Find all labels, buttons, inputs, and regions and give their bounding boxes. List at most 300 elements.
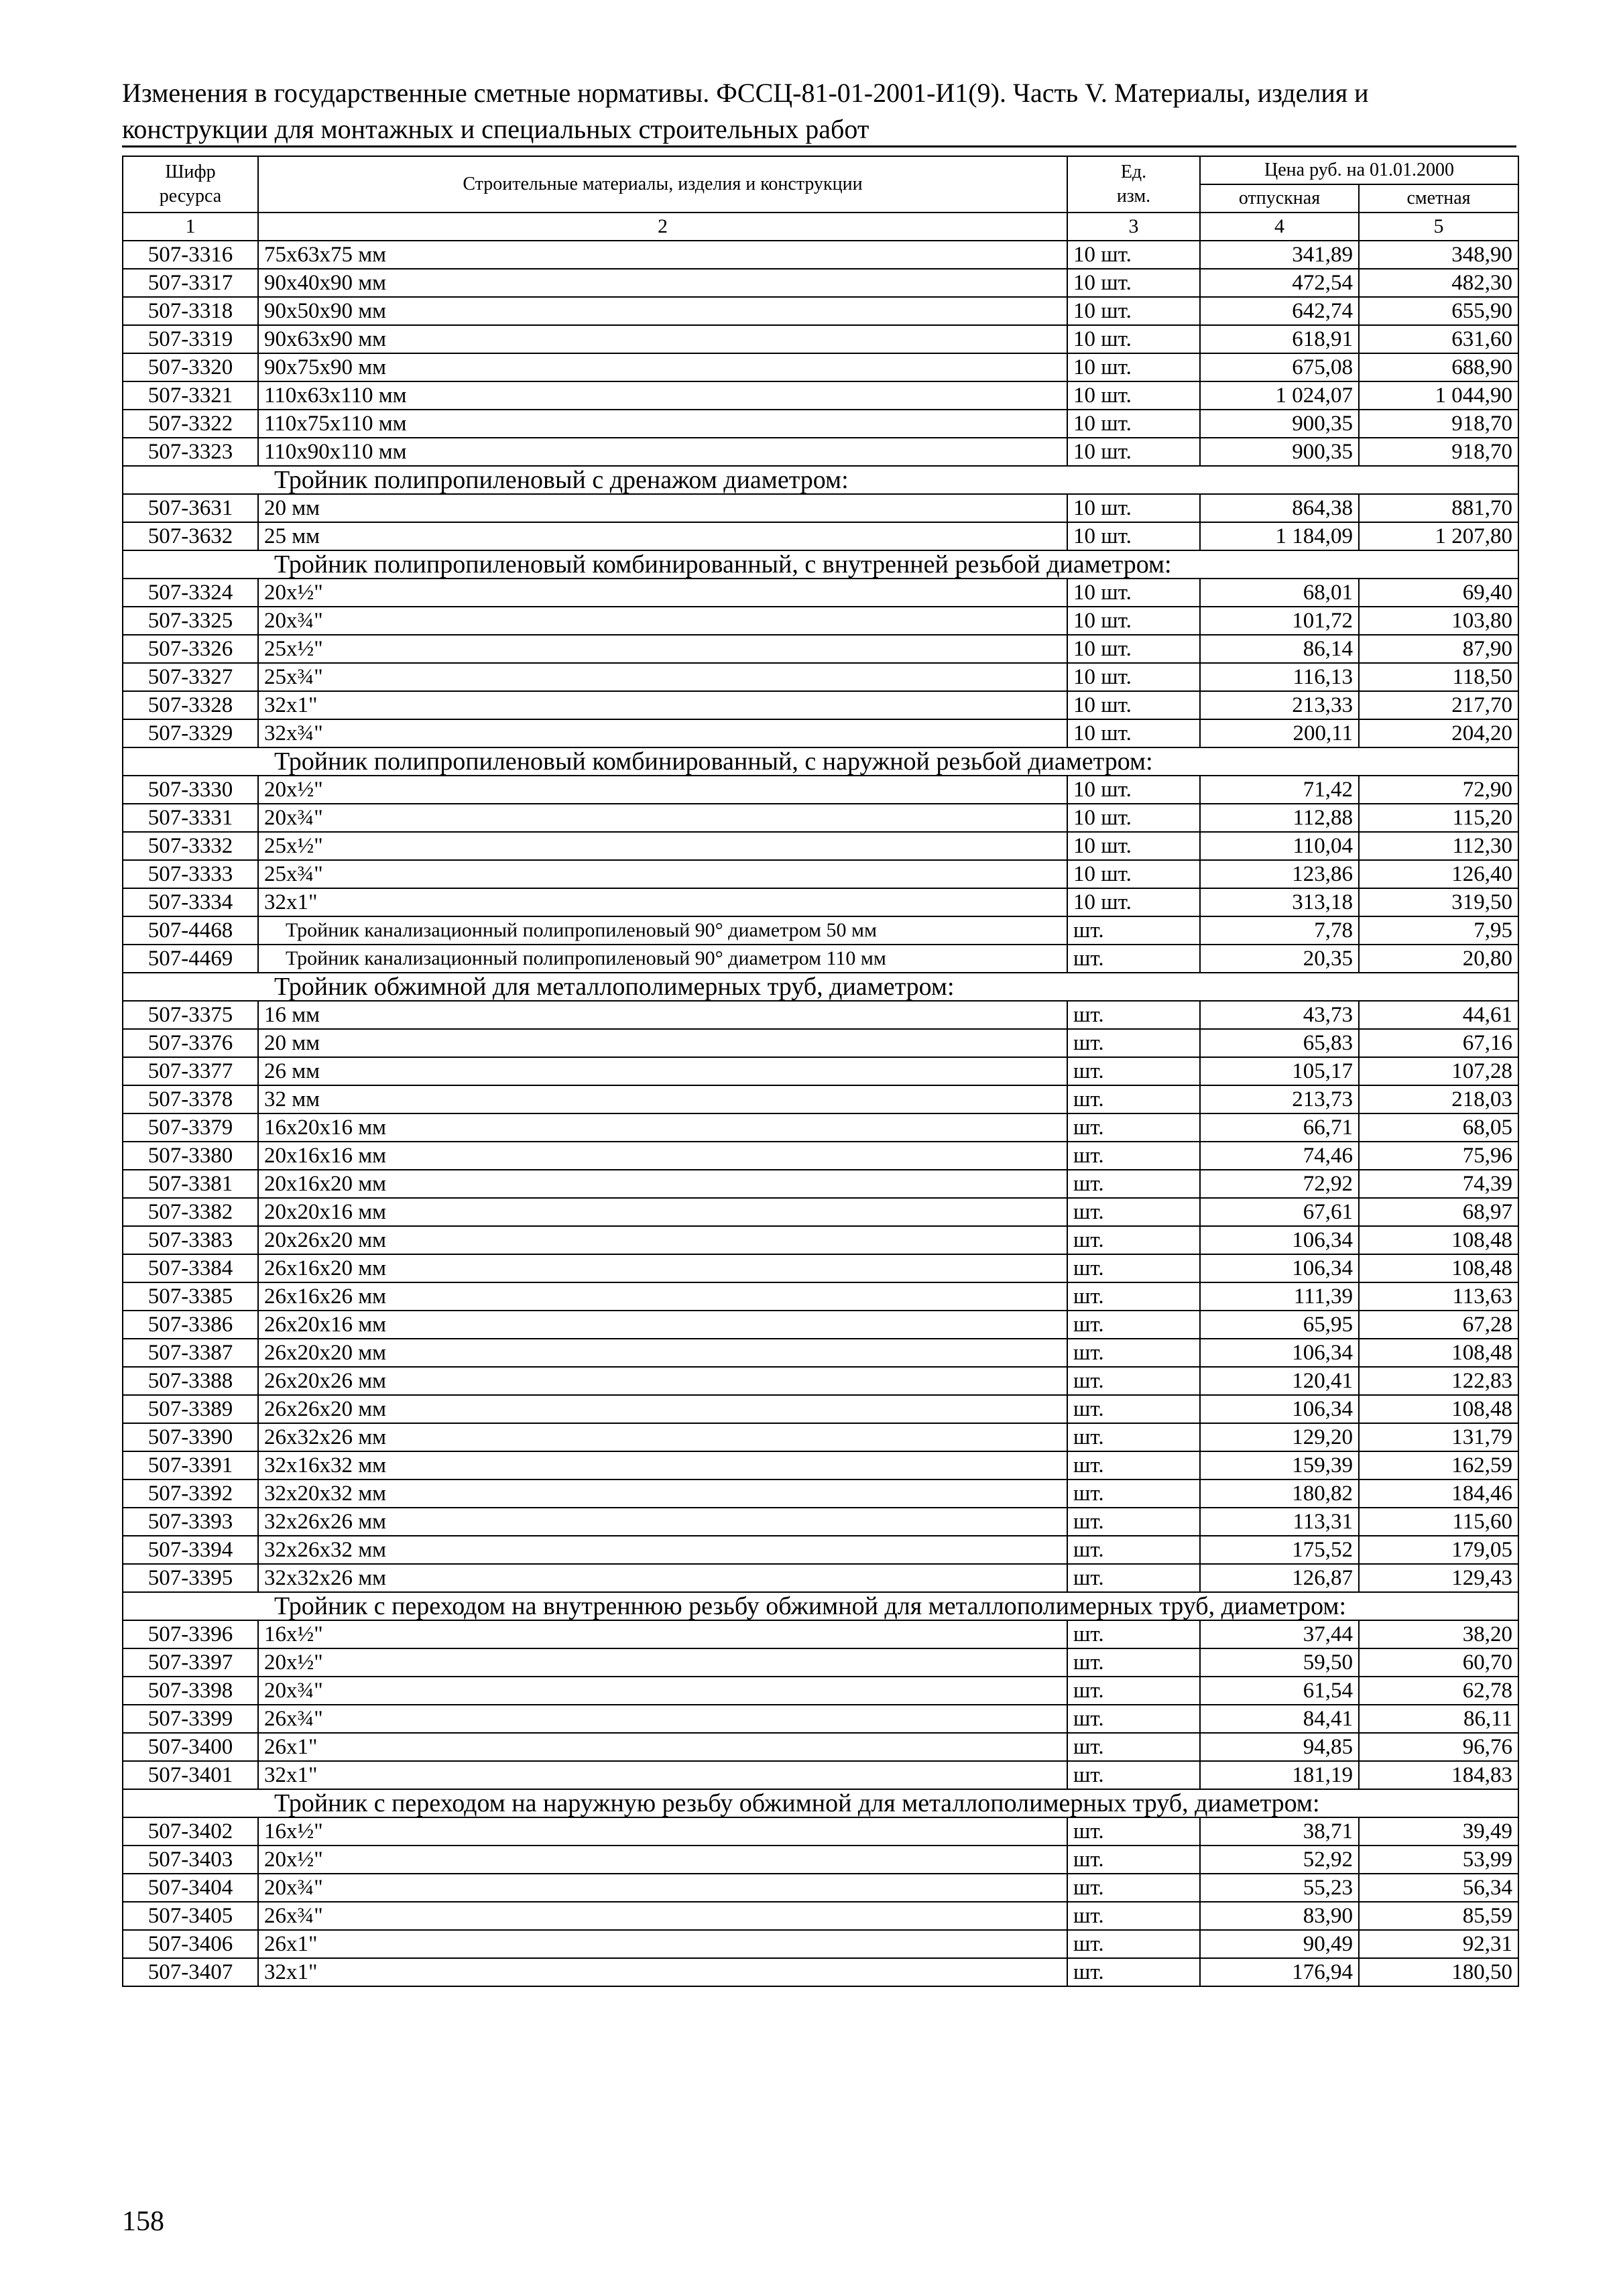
- table-row: [123, 1423, 1518, 1451]
- table-row: [123, 1311, 1518, 1339]
- table-row: [123, 1508, 1518, 1536]
- table-row: [123, 1395, 1518, 1423]
- table-row: [123, 1930, 1518, 1958]
- group-title: Тройник полипропиленовый комбинированный, с наружной резьбой диаметром:: [123, 747, 1518, 776]
- price-release: 65,83: [1200, 1029, 1359, 1057]
- unit: шт.: [1067, 1846, 1200, 1874]
- table-row: [123, 916, 1518, 945]
- unit: шт.: [1067, 1142, 1200, 1170]
- unit: 10 шт.: [1067, 635, 1200, 663]
- price-estimate: 179,05: [1359, 1536, 1518, 1564]
- price-release: 90,49: [1200, 1930, 1359, 1958]
- price-release: 106,34: [1200, 1226, 1359, 1254]
- price-estimate: 74,39: [1359, 1170, 1518, 1198]
- table-row: [123, 1282, 1518, 1311]
- item-name: 26x1": [258, 1930, 1067, 1958]
- resource-code: 507-3390: [123, 1423, 258, 1451]
- price-release: 472,54: [1200, 269, 1359, 297]
- unit: шт.: [1067, 1029, 1200, 1057]
- unit: шт.: [1067, 1170, 1200, 1198]
- price-estimate: 131,79: [1359, 1423, 1518, 1451]
- unit: 10 шт.: [1067, 860, 1200, 888]
- resource-code: 507-3324: [123, 579, 258, 607]
- resource-code: 507-3330: [123, 776, 258, 804]
- table-row: [123, 1817, 1518, 1846]
- table-row: [123, 1001, 1518, 1029]
- resource-code: 507-3632: [123, 522, 258, 550]
- item-name: 32x16x32 мм: [258, 1451, 1067, 1479]
- price-estimate: 688,90: [1359, 353, 1518, 381]
- price-estimate: 631,60: [1359, 325, 1518, 353]
- item-name: 16x½": [258, 1817, 1067, 1846]
- unit: шт.: [1067, 1451, 1200, 1479]
- item-name: 32x26x32 мм: [258, 1536, 1067, 1564]
- item-name: 32x1": [258, 1958, 1067, 1986]
- price-estimate: 68,05: [1359, 1113, 1518, 1142]
- resource-code: 507-3402: [123, 1817, 258, 1846]
- table-row: [123, 579, 1518, 607]
- price-estimate: 87,90: [1359, 635, 1518, 663]
- price-release: 213,33: [1200, 691, 1359, 719]
- price-estimate: 108,48: [1359, 1395, 1518, 1423]
- resource-table-body: [123, 156, 1518, 1986]
- table-row: [123, 1029, 1518, 1057]
- group-title: Тройник полипропиленовый с дренажом диаметром:: [123, 466, 1518, 494]
- unit: 10 шт.: [1067, 832, 1200, 860]
- resource-code: 507-3394: [123, 1536, 258, 1564]
- item-name: 20x½": [258, 1846, 1067, 1874]
- header-name: Строительные материалы, изделия и конструкции: [258, 156, 1067, 213]
- price-release: 43,73: [1200, 1001, 1359, 1029]
- item-name: 20x½": [258, 1648, 1067, 1677]
- resource-code: 507-3326: [123, 635, 258, 663]
- price-estimate: 60,70: [1359, 1648, 1518, 1677]
- resource-code: 507-3403: [123, 1846, 258, 1874]
- item-name: 25 мм: [258, 522, 1067, 550]
- column-number-row: [123, 213, 1518, 241]
- header-price: Цена руб. на 01.01.2000: [1200, 156, 1518, 184]
- unit: шт.: [1067, 1761, 1200, 1789]
- price-release: 341,89: [1200, 241, 1359, 269]
- table-row: [123, 269, 1518, 297]
- resource-code: 507-3631: [123, 494, 258, 522]
- price-release: 176,94: [1200, 1958, 1359, 1986]
- price-release: 7,78: [1200, 916, 1359, 945]
- resource-code: 507-3400: [123, 1733, 258, 1761]
- table-header-row: [123, 156, 1518, 184]
- resource-code: 507-3392: [123, 1479, 258, 1508]
- price-release: 112,88: [1200, 804, 1359, 832]
- price-release: 900,35: [1200, 410, 1359, 438]
- unit: 10 шт.: [1067, 607, 1200, 635]
- unit: шт.: [1067, 1930, 1200, 1958]
- price-estimate: 126,40: [1359, 860, 1518, 888]
- table-row: [123, 719, 1518, 747]
- unit: шт.: [1067, 1282, 1200, 1311]
- table-row: [123, 1536, 1518, 1564]
- item-name: 110x90x110 мм: [258, 438, 1067, 466]
- item-name: 32 мм: [258, 1085, 1067, 1113]
- price-release: 67,61: [1200, 1198, 1359, 1226]
- table-row: [123, 832, 1518, 860]
- price-estimate: 118,50: [1359, 663, 1518, 691]
- item-name: 26x¾": [258, 1705, 1067, 1733]
- item-name: 25x½": [258, 635, 1067, 663]
- table-row: [123, 776, 1518, 804]
- table-row: [123, 1367, 1518, 1395]
- unit: шт.: [1067, 1113, 1200, 1142]
- resource-code: 507-3378: [123, 1085, 258, 1113]
- item-name: 26x26x20 мм: [258, 1395, 1067, 1423]
- unit: шт.: [1067, 1705, 1200, 1733]
- unit: 10 шт.: [1067, 241, 1200, 269]
- price-estimate: 112,30: [1359, 832, 1518, 860]
- price-estimate: 38,20: [1359, 1620, 1518, 1648]
- table-row: [123, 1057, 1518, 1085]
- price-release: 129,20: [1200, 1423, 1359, 1451]
- unit: шт.: [1067, 1902, 1200, 1930]
- price-estimate: 1 207,80: [1359, 522, 1518, 550]
- price-estimate: 218,03: [1359, 1085, 1518, 1113]
- group-title: Тройник с переходом на внутреннюю резьбу обжимной для металлополимерных труб, диаметром:: [123, 1592, 1518, 1620]
- item-name: 90x63x90 мм: [258, 325, 1067, 353]
- price-release: 181,19: [1200, 1761, 1359, 1789]
- item-name: 20x¾": [258, 607, 1067, 635]
- item-name: 90x40x90 мм: [258, 269, 1067, 297]
- resource-code: 507-3405: [123, 1902, 258, 1930]
- item-name: 32x1": [258, 888, 1067, 916]
- item-name: 32x32x26 мм: [258, 1564, 1067, 1592]
- resource-code: 507-3318: [123, 297, 258, 325]
- price-release: 94,85: [1200, 1733, 1359, 1761]
- price-estimate: 108,48: [1359, 1226, 1518, 1254]
- unit: шт.: [1067, 1508, 1200, 1536]
- price-release: 105,17: [1200, 1057, 1359, 1085]
- price-release: 180,82: [1200, 1479, 1359, 1508]
- price-estimate: 122,83: [1359, 1367, 1518, 1395]
- unit: шт.: [1067, 1677, 1200, 1705]
- price-release: 618,91: [1200, 325, 1359, 353]
- item-name: 26x20x16 мм: [258, 1311, 1067, 1339]
- item-name: 90x50x90 мм: [258, 297, 1067, 325]
- item-name: 26x16x26 мм: [258, 1282, 1067, 1311]
- unit: шт.: [1067, 1311, 1200, 1339]
- item-name: 20 мм: [258, 1029, 1067, 1057]
- price-release: 213,73: [1200, 1085, 1359, 1113]
- unit: шт.: [1067, 1198, 1200, 1226]
- unit: шт.: [1067, 1874, 1200, 1902]
- price-release: 72,92: [1200, 1170, 1359, 1198]
- unit: шт.: [1067, 1958, 1200, 1986]
- unit: 10 шт.: [1067, 804, 1200, 832]
- table-row: [123, 353, 1518, 381]
- unit: шт.: [1067, 1001, 1200, 1029]
- item-name: 16x20x16 мм: [258, 1113, 1067, 1142]
- unit: шт.: [1067, 1648, 1200, 1677]
- table-row: [123, 438, 1518, 466]
- price-estimate: 67,28: [1359, 1311, 1518, 1339]
- unit: шт.: [1067, 1479, 1200, 1508]
- price-estimate: 129,43: [1359, 1564, 1518, 1592]
- table-row: [123, 381, 1518, 410]
- price-release: 55,23: [1200, 1874, 1359, 1902]
- item-name: 110x75x110 мм: [258, 410, 1067, 438]
- resource-code: 507-3323: [123, 438, 258, 466]
- resource-code: 507-3396: [123, 1620, 258, 1648]
- table-row: [123, 494, 1518, 522]
- price-release: 106,34: [1200, 1395, 1359, 1423]
- resource-code: 507-3331: [123, 804, 258, 832]
- item-name: 26x32x26 мм: [258, 1423, 1067, 1451]
- table-row: [123, 663, 1518, 691]
- item-name: 32x1": [258, 691, 1067, 719]
- resource-code: 507-3382: [123, 1198, 258, 1226]
- item-name: 20x¾": [258, 804, 1067, 832]
- resource-code: 507-3386: [123, 1311, 258, 1339]
- price-estimate: 62,78: [1359, 1677, 1518, 1705]
- table-row: [123, 1085, 1518, 1113]
- price-estimate: 69,40: [1359, 579, 1518, 607]
- price-release: 71,42: [1200, 776, 1359, 804]
- resource-code: 507-3328: [123, 691, 258, 719]
- unit: шт.: [1067, 1620, 1200, 1648]
- table-row: [123, 1254, 1518, 1282]
- price-release: 83,90: [1200, 1902, 1359, 1930]
- resource-code: 507-4468: [123, 916, 258, 945]
- column-number: 4: [1200, 213, 1359, 241]
- header-unit: Ед. изм.: [1067, 156, 1200, 213]
- table-row: [123, 860, 1518, 888]
- unit: шт.: [1067, 1339, 1200, 1367]
- item-name: 26 мм: [258, 1057, 1067, 1085]
- price-release: 175,52: [1200, 1536, 1359, 1564]
- table-row: [123, 522, 1518, 550]
- resource-code: 507-3321: [123, 381, 258, 410]
- column-number: 1: [123, 213, 258, 241]
- header-rule: [122, 145, 1516, 147]
- resource-code: 507-3325: [123, 607, 258, 635]
- resource-code: 507-4469: [123, 945, 258, 973]
- table-row: [123, 1620, 1518, 1648]
- resource-code: 507-3380: [123, 1142, 258, 1170]
- price-estimate: 655,90: [1359, 297, 1518, 325]
- unit: 10 шт.: [1067, 353, 1200, 381]
- unit: шт.: [1067, 1423, 1200, 1451]
- group-title-row: [123, 466, 1518, 494]
- table-row: [123, 1677, 1518, 1705]
- resource-code: 507-3391: [123, 1451, 258, 1479]
- item-name: 20x¾": [258, 1874, 1067, 1902]
- price-estimate: 918,70: [1359, 410, 1518, 438]
- price-estimate: 39,49: [1359, 1817, 1518, 1846]
- price-estimate: 319,50: [1359, 888, 1518, 916]
- item-name: 16 мм: [258, 1001, 1067, 1029]
- resource-code: 507-3375: [123, 1001, 258, 1029]
- price-release: 106,34: [1200, 1339, 1359, 1367]
- unit: шт.: [1067, 1254, 1200, 1282]
- table-row: [123, 1733, 1518, 1761]
- item-name: 90x75x90 мм: [258, 353, 1067, 381]
- resource-code: 507-3334: [123, 888, 258, 916]
- price-release: 120,41: [1200, 1367, 1359, 1395]
- group-title-row: [123, 1592, 1518, 1620]
- resource-code: 507-3397: [123, 1648, 258, 1677]
- item-name: 32x1": [258, 1761, 1067, 1789]
- resource-code: 507-3387: [123, 1339, 258, 1367]
- unit: 10 шт.: [1067, 297, 1200, 325]
- price-release: 84,41: [1200, 1705, 1359, 1733]
- price-estimate: 184,83: [1359, 1761, 1518, 1789]
- item-name: 26x16x20 мм: [258, 1254, 1067, 1282]
- table-row: [123, 241, 1518, 269]
- unit: шт.: [1067, 1085, 1200, 1113]
- price-estimate: 918,70: [1359, 438, 1518, 466]
- table-row: [123, 1846, 1518, 1874]
- price-release: 675,08: [1200, 353, 1359, 381]
- table-row: [123, 1170, 1518, 1198]
- price-release: 313,18: [1200, 888, 1359, 916]
- item-name: 25x¾": [258, 860, 1067, 888]
- table-row: [123, 888, 1518, 916]
- price-estimate: 184,46: [1359, 1479, 1518, 1508]
- price-estimate: 67,16: [1359, 1029, 1518, 1057]
- group-title-row: [123, 550, 1518, 579]
- unit: шт.: [1067, 1536, 1200, 1564]
- table-row: [123, 635, 1518, 663]
- item-name: 26x20x26 мм: [258, 1367, 1067, 1395]
- resource-code: 507-3317: [123, 269, 258, 297]
- price-estimate: 103,80: [1359, 607, 1518, 635]
- group-title-row: [123, 747, 1518, 776]
- table-row: [123, 1564, 1518, 1592]
- resource-code: 507-3381: [123, 1170, 258, 1198]
- price-estimate: 56,34: [1359, 1874, 1518, 1902]
- item-name: 75x63x75 мм: [258, 241, 1067, 269]
- item-name: 25x¾": [258, 663, 1067, 691]
- price-release: 68,01: [1200, 579, 1359, 607]
- group-title-row: [123, 1789, 1518, 1817]
- table-row: [123, 325, 1518, 353]
- item-name: Тройник канализационный полипропиленовый 90° диаметром 50 мм: [258, 916, 1067, 945]
- price-estimate: 881,70: [1359, 494, 1518, 522]
- price-estimate: 68,97: [1359, 1198, 1518, 1226]
- resource-code: 507-3407: [123, 1958, 258, 1986]
- unit: шт.: [1067, 1226, 1200, 1254]
- group-title-row: [123, 973, 1518, 1001]
- unit: шт.: [1067, 1564, 1200, 1592]
- resource-code: 507-3384: [123, 1254, 258, 1282]
- price-release: 101,72: [1200, 607, 1359, 635]
- price-release: 200,11: [1200, 719, 1359, 747]
- price-estimate: 85,59: [1359, 1902, 1518, 1930]
- price-release: 37,44: [1200, 1620, 1359, 1648]
- unit: шт.: [1067, 1057, 1200, 1085]
- resource-code: 507-3376: [123, 1029, 258, 1057]
- resource-code: 507-3399: [123, 1705, 258, 1733]
- table-row: [123, 1761, 1518, 1789]
- price-release: 74,46: [1200, 1142, 1359, 1170]
- price-release: 116,13: [1200, 663, 1359, 691]
- resource-code: 507-3333: [123, 860, 258, 888]
- resource-code: 507-3389: [123, 1395, 258, 1423]
- group-title: Тройник с переходом на наружную резьбу обжимной для металлополимерных труб, диаметром:: [123, 1789, 1518, 1817]
- header-code: Шифр ресурса: [123, 156, 258, 213]
- price-release: 1 024,07: [1200, 381, 1359, 410]
- table-row: [123, 1226, 1518, 1254]
- item-name: 26x¾": [258, 1902, 1067, 1930]
- column-number: 2: [258, 213, 1067, 241]
- resource-code: 507-3377: [123, 1057, 258, 1085]
- resource-code: 507-3379: [123, 1113, 258, 1142]
- resource-code: 507-3385: [123, 1282, 258, 1311]
- price-estimate: 72,90: [1359, 776, 1518, 804]
- table-row: [123, 1705, 1518, 1733]
- resource-code: 507-3319: [123, 325, 258, 353]
- resource-code: 507-3383: [123, 1226, 258, 1254]
- price-release: 113,31: [1200, 1508, 1359, 1536]
- item-name: 20x20x16 мм: [258, 1198, 1067, 1226]
- resource-code: 507-3395: [123, 1564, 258, 1592]
- unit: 10 шт.: [1067, 691, 1200, 719]
- price-estimate: 204,20: [1359, 719, 1518, 747]
- price-estimate: 92,31: [1359, 1930, 1518, 1958]
- item-name: 20x½": [258, 579, 1067, 607]
- header-line-2: конструкции для монтажных и специальных строительных работ: [122, 114, 869, 144]
- header-line-1: Изменения в государственные сметные нормативы. ФССЦ-81-01-2001-И1(9). Часть V. Материалы, изделия и: [122, 78, 1369, 108]
- resource-code: 507-3406: [123, 1930, 258, 1958]
- resource-code: 507-3316: [123, 241, 258, 269]
- unit: 10 шт.: [1067, 438, 1200, 466]
- column-number: 3: [1067, 213, 1200, 241]
- price-estimate: 348,90: [1359, 241, 1518, 269]
- resource-code: 507-3393: [123, 1508, 258, 1536]
- item-name: 110x63x110 мм: [258, 381, 1067, 410]
- item-name: 20x¾": [258, 1677, 1067, 1705]
- price-release: 110,04: [1200, 832, 1359, 860]
- unit: 10 шт.: [1067, 719, 1200, 747]
- group-title: Тройник полипропиленовый комбинированный, с внутренней резьбой диаметром:: [123, 550, 1518, 579]
- price-estimate: 162,59: [1359, 1451, 1518, 1479]
- price-estimate: 44,61: [1359, 1001, 1518, 1029]
- unit: 10 шт.: [1067, 325, 1200, 353]
- unit: шт.: [1067, 916, 1200, 945]
- price-estimate: 115,20: [1359, 804, 1518, 832]
- item-name: 20x½": [258, 776, 1067, 804]
- table-row: [123, 1902, 1518, 1930]
- table-row: [123, 1648, 1518, 1677]
- price-release: 52,92: [1200, 1846, 1359, 1874]
- table-row: [123, 945, 1518, 973]
- item-name: 32x20x32 мм: [258, 1479, 1067, 1508]
- price-estimate: 217,70: [1359, 691, 1518, 719]
- unit: шт.: [1067, 1367, 1200, 1395]
- item-name: Тройник канализационный полипропиленовый 90° диаметром 110 мм: [258, 945, 1067, 973]
- resource-code: 507-3388: [123, 1367, 258, 1395]
- item-name: 25x½": [258, 832, 1067, 860]
- resource-code: 507-3327: [123, 663, 258, 691]
- unit: шт.: [1067, 1395, 1200, 1423]
- item-name: 26x20x20 мм: [258, 1339, 1067, 1367]
- item-name: 26x1": [258, 1733, 1067, 1761]
- page-number: 158: [122, 2206, 164, 2237]
- item-name: 16x½": [258, 1620, 1067, 1648]
- resource-code: 507-3404: [123, 1874, 258, 1902]
- page-header: [122, 75, 1469, 147]
- item-name: 20x26x20 мм: [258, 1226, 1067, 1254]
- unit: 10 шт.: [1067, 494, 1200, 522]
- item-name: 20 мм: [258, 494, 1067, 522]
- price-release: 20,35: [1200, 945, 1359, 973]
